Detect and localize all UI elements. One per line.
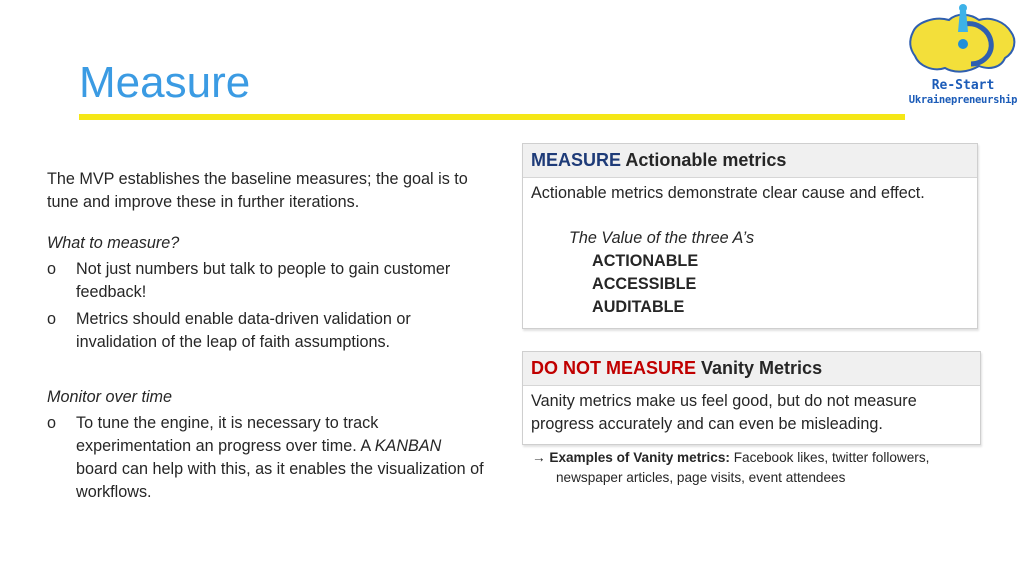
three-as-title: The Value of the three A’s [569,229,755,247]
list-item [47,412,487,504]
actionable-metrics-body [523,178,977,323]
vanity-metrics-body: Vanity metrics make us feel good, but do not measure progress accurately and can even be misleading. [531,392,917,433]
monitor-heading: Monitor over time [47,388,173,406]
title-underline [79,114,905,120]
left-content [47,168,487,504]
kanban-term: KANBAN [374,437,442,455]
actionable-metrics-box [522,143,978,329]
monitor-text-part2: board can help with this, as it enables the visualization of workflows. [76,460,484,501]
measure-keyword: MEASURE [531,150,622,170]
examples-line1: Facebook likes, twitter followers, [729,450,930,465]
bullet-icon: o [47,260,57,278]
arrow-right-icon: → [532,450,546,465]
page-title: Measure [79,58,251,107]
what-to-measure-heading: What to measure? [47,234,180,252]
intro-text: The MVP establishes the baseline measures; the goal is to tune and improve these in further iterations. [47,170,468,211]
list-item-text: Metrics should enable data-driven validation or invalidation of the leap of faith assumptions. [76,310,411,351]
logo-text-ukrainepreneurship: Ukrainepreneurship [908,94,1018,106]
vanity-metrics-box [522,351,981,445]
actionable-metrics-header [523,144,977,178]
bullet-icon: o [47,414,57,432]
list-item: AUDITABLE [592,298,685,316]
list-item [47,258,487,304]
monitor-list [47,412,487,504]
logo-text-restart: Re-Start [931,78,995,93]
list-item [47,308,487,354]
examples-label: Examples of Vanity metrics: [549,450,730,465]
list-item: ACTIONABLE [592,252,699,270]
actionable-metrics-title: Actionable metrics [625,150,787,170]
bullet-icon: o [47,310,57,328]
vanity-metrics-title: Vanity Metrics [701,358,823,378]
what-to-measure-list [47,258,487,354]
list-item-text: Not just numbers but talk to people to gain customer feedback! [76,260,451,301]
three-as-list [592,250,969,319]
actionable-metrics-description: Actionable metrics demonstrate clear cause and effect. [531,184,925,202]
do-not-measure-keyword: DO NOT MEASURE [531,358,697,378]
vanity-metrics-header [523,352,980,386]
list-item: ACCESSIBLE [592,275,697,293]
vanity-examples [532,448,972,488]
monitor-text-part1: To tune the engine, it is necessary to track experimentation an progress over time. A [76,414,379,455]
examples-line2: newspaper articles, page visits, event attendees [556,470,846,485]
